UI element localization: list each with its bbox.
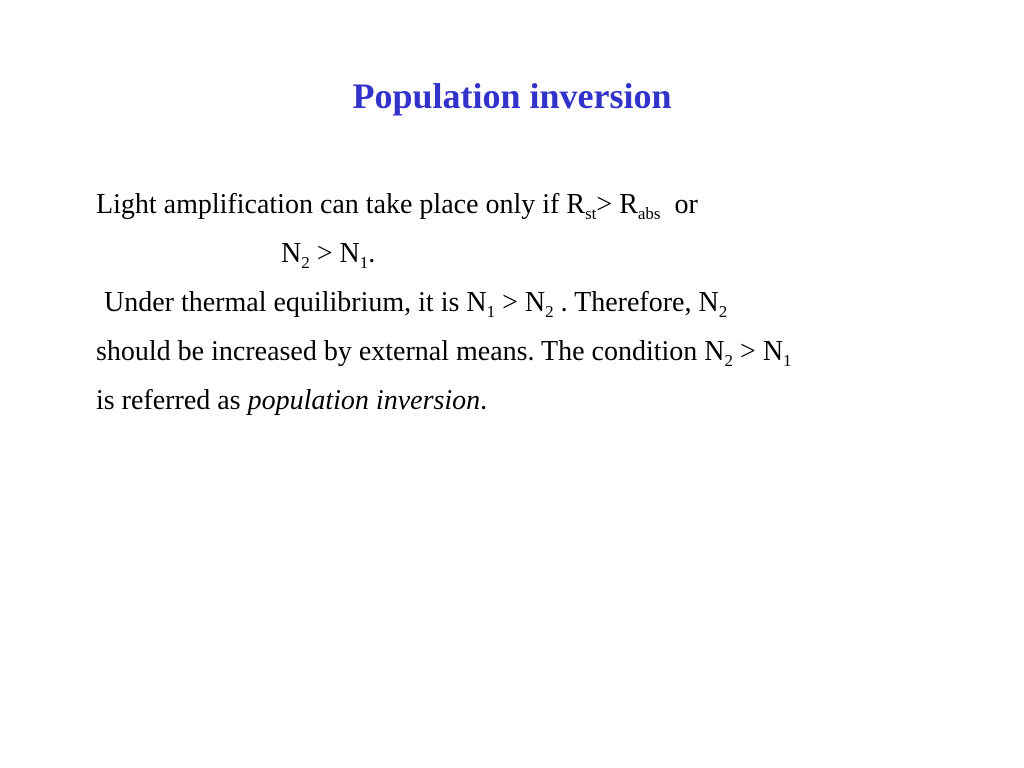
emphasis-population-inversion: population inversion [247,385,481,416]
subscript-1: 1 [486,302,496,321]
line-3-end: . Therefore, N [553,287,719,318]
subscript-2: 2 [724,351,734,370]
subscript-2: 2 [301,253,310,272]
slide-title: Population inversion [352,76,672,116]
line-4-mid: > N [733,336,784,367]
subscript-1: 1 [783,351,792,370]
subscript-2: 2 [718,302,728,321]
line-1-mid: > R [596,189,638,220]
line-2-end: . [368,238,376,269]
line-3-text: Under thermal equilibrium, it is N [104,287,487,318]
paragraph-line-4 [96,327,976,376]
line-4-text: should be increased by external means. The condition N [96,336,725,367]
paragraph-line-5 [96,376,976,425]
line-5-end: . [480,385,488,416]
subscript-st: st [585,204,597,223]
line-2-mid: > N [309,238,360,269]
line-2-n: N [281,238,302,269]
subscript-1: 1 [359,253,369,272]
subscript-2: 2 [545,302,554,321]
line-3-mid: > N [495,287,546,318]
subscript-abs: abs [637,204,661,223]
line-1-text: Light amplification can take place only if R [96,189,586,220]
line-1-end: or [660,189,698,220]
paragraph-line-1 [96,180,976,229]
paragraph-line-3 [96,278,976,327]
line-5-text: is referred as [96,385,248,416]
slide-body [96,180,976,425]
paragraph-line-2 [96,229,976,278]
